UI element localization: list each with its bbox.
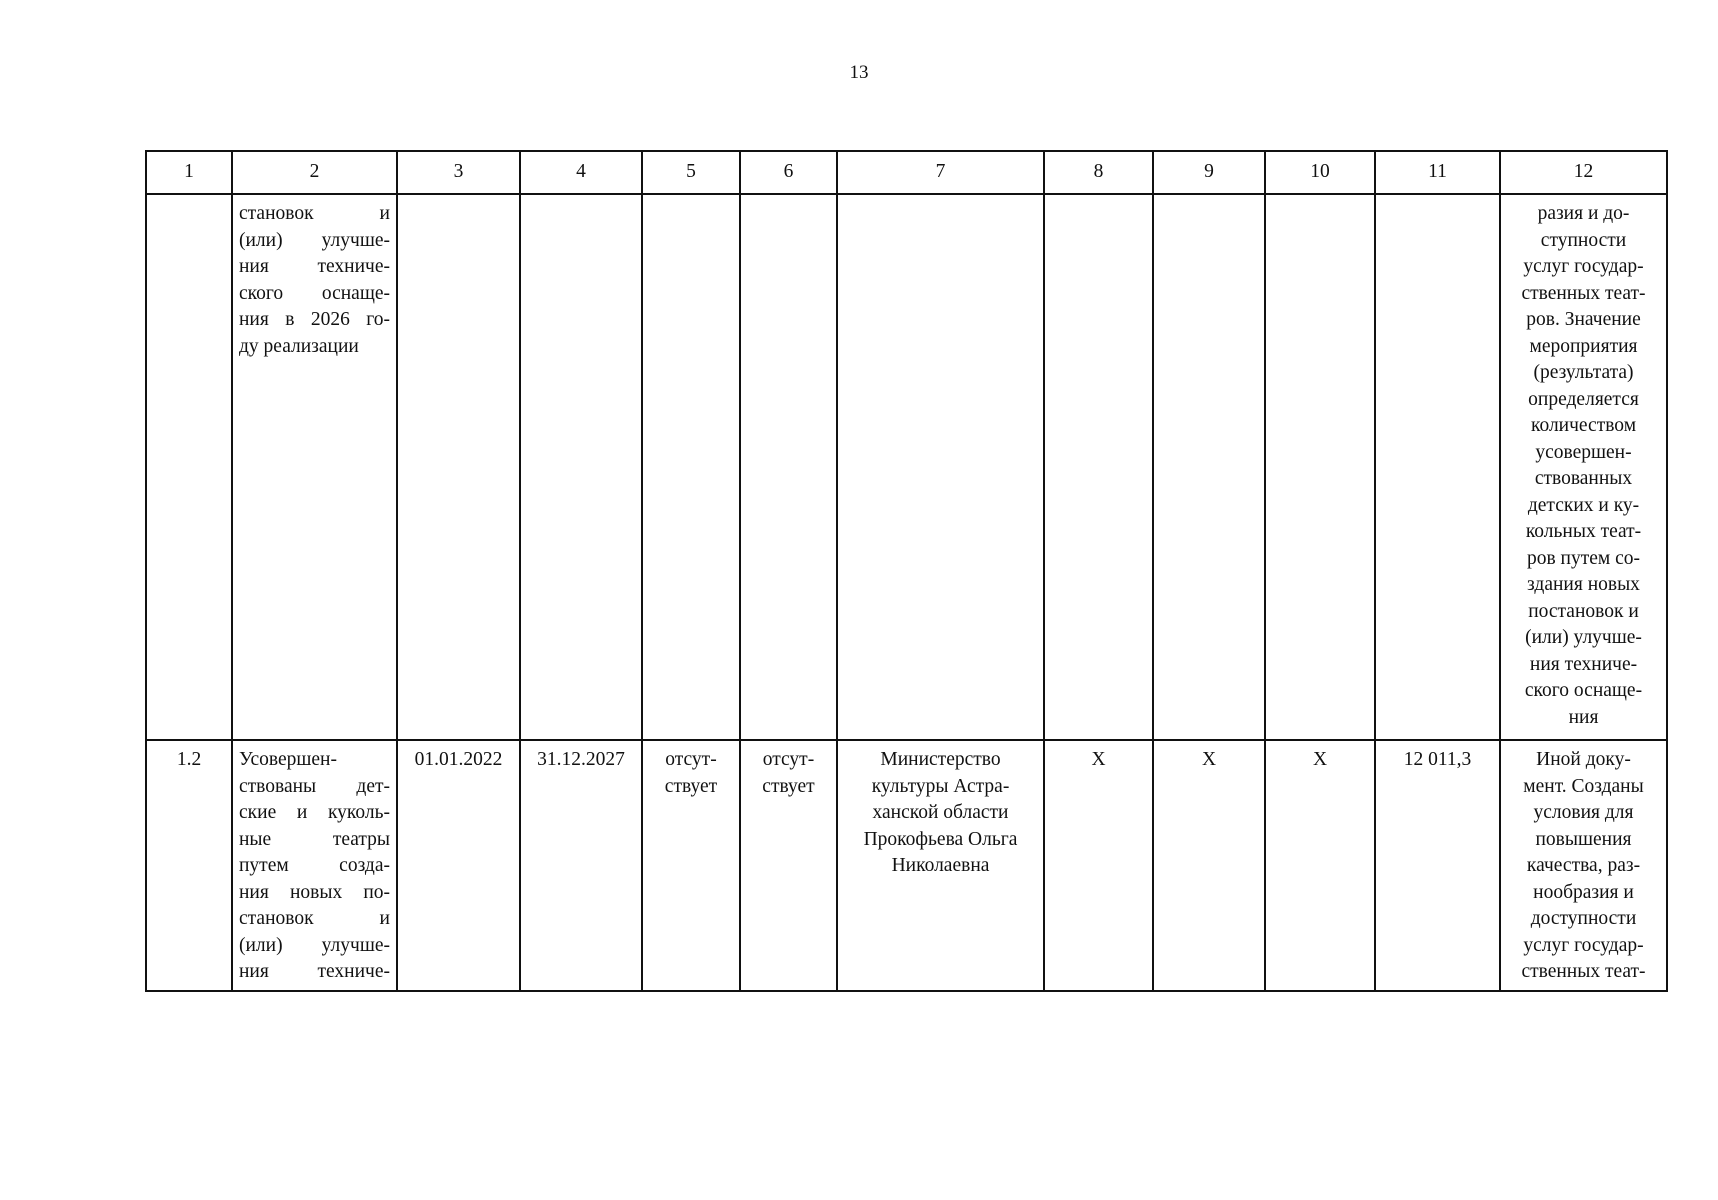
cell-responsible: [837, 740, 1044, 991]
cell-description: [1500, 740, 1667, 991]
cell-col11: [1375, 194, 1500, 740]
text-line: разия и до-: [1537, 203, 1630, 224]
text-line: ствованы дет-: [239, 775, 390, 797]
text-line: усовершен-: [1535, 441, 1632, 463]
text-line: ния в 2026 го-: [239, 309, 390, 330]
text-line: (или) улучше-: [239, 934, 390, 956]
text-line: (или) улучше-: [1525, 627, 1642, 648]
text-line: Иной доку-: [1536, 749, 1631, 770]
measures-table: [145, 150, 1668, 992]
column-header-8: 8: [1044, 151, 1153, 194]
column-number-header-row: [146, 151, 1667, 194]
text-line: повышения: [1535, 828, 1632, 850]
cell-number: 1.2: [146, 740, 232, 991]
cell-number: [146, 194, 232, 740]
cell-col6: [740, 194, 837, 740]
column-header-10: 10: [1265, 151, 1375, 194]
text-line: постановок и: [1528, 600, 1639, 622]
text-line: путем созда-: [239, 855, 390, 876]
cell-col9: X: [1153, 740, 1265, 991]
table-row-1-2: [146, 740, 1667, 991]
column-header-11: 11: [1375, 151, 1500, 194]
text-line: ные театры: [239, 828, 390, 850]
text-line: ния техниче-: [239, 256, 390, 277]
column-header-9: 9: [1153, 151, 1265, 194]
text-line: культуры Астра-: [871, 775, 1010, 797]
cell-measure-name: [232, 194, 397, 740]
cell-responsible: [837, 194, 1044, 740]
text-line: ния новых по-: [239, 881, 390, 903]
page-number: 13: [849, 62, 869, 83]
cell-description: [1500, 194, 1667, 740]
cell-col6: [740, 740, 837, 991]
column-header-3: 3: [397, 151, 520, 194]
column-header-2: 2: [232, 151, 397, 194]
text-line: доступности: [1530, 908, 1637, 929]
text-line: кольных теат-: [1525, 521, 1642, 542]
column-header-5: 5: [642, 151, 740, 194]
text-line: ственных теат-: [1521, 282, 1646, 304]
text-line: ния: [1568, 706, 1599, 728]
column-header-1: 1: [146, 151, 232, 194]
cell-col10: [1265, 194, 1375, 740]
cell-col5: [642, 740, 740, 991]
cell-col11: 12 011,3: [1375, 740, 1500, 991]
cell-col8: [1044, 194, 1153, 740]
text-line: (или) улучше-: [239, 229, 390, 251]
text-line: условия для: [1533, 802, 1634, 823]
text-line: Министерство: [880, 749, 1001, 770]
column-header-12: 12: [1500, 151, 1667, 194]
cell-end-date: 31.12.2027: [520, 740, 642, 991]
text-line: услуг государ-: [1523, 256, 1644, 277]
text-line: ского оснаще-: [239, 282, 390, 304]
cell-col9: [1153, 194, 1265, 740]
text-line: Николаевна: [891, 855, 990, 876]
text-line: ступности: [1540, 229, 1627, 251]
cell-end-date: [520, 194, 642, 740]
text-line: становок и: [239, 908, 390, 929]
text-line: ния техниче-: [239, 961, 390, 982]
text-line: ния техниче-: [1529, 653, 1638, 675]
cell-col8: X: [1044, 740, 1153, 991]
text-line: ров путем со-: [1526, 547, 1641, 569]
cell-measure-name: [232, 740, 397, 991]
text-line: (результата): [1533, 362, 1634, 383]
text-line: ствует: [664, 775, 718, 797]
text-line: становок и: [239, 203, 390, 224]
text-line: здания новых: [1527, 574, 1640, 595]
text-line: ского оснаще-: [1524, 680, 1643, 701]
text-line: количеством: [1530, 415, 1637, 436]
text-line: мероприятия: [1529, 335, 1638, 357]
text-line: Усовершен-: [239, 749, 337, 770]
table-row-continuation: [146, 194, 1667, 740]
text-line: ханской области: [872, 802, 1009, 823]
text-line: ственных теат-: [1521, 961, 1646, 982]
text-line: Прокофьева Ольга: [863, 828, 1018, 850]
cell-start-date: 01.01.2022: [397, 740, 520, 991]
column-header-7: 7: [837, 151, 1044, 194]
cell-col10: X: [1265, 740, 1375, 991]
text-line: мент. Созданы: [1523, 775, 1644, 797]
cell-start-date: [397, 194, 520, 740]
text-line: качества, раз-: [1526, 855, 1641, 876]
text-line: отсут-: [665, 749, 717, 770]
text-line: определяется: [1528, 388, 1639, 410]
text-line: ду реализации: [239, 335, 359, 357]
text-line: ров. Значение: [1526, 309, 1641, 330]
column-header-4: 4: [520, 151, 642, 194]
text-line: детских и ку-: [1527, 494, 1640, 516]
text-line: услуг государ-: [1523, 934, 1644, 956]
column-header-6: 6: [740, 151, 837, 194]
text-line: нообразия и: [1533, 881, 1634, 903]
text-line: ствует: [762, 775, 815, 797]
cell-col5: [642, 194, 740, 740]
text-line: ские и куколь-: [239, 802, 390, 823]
text-line: ствованных: [1534, 468, 1633, 489]
text-line: отсут-: [762, 749, 815, 770]
